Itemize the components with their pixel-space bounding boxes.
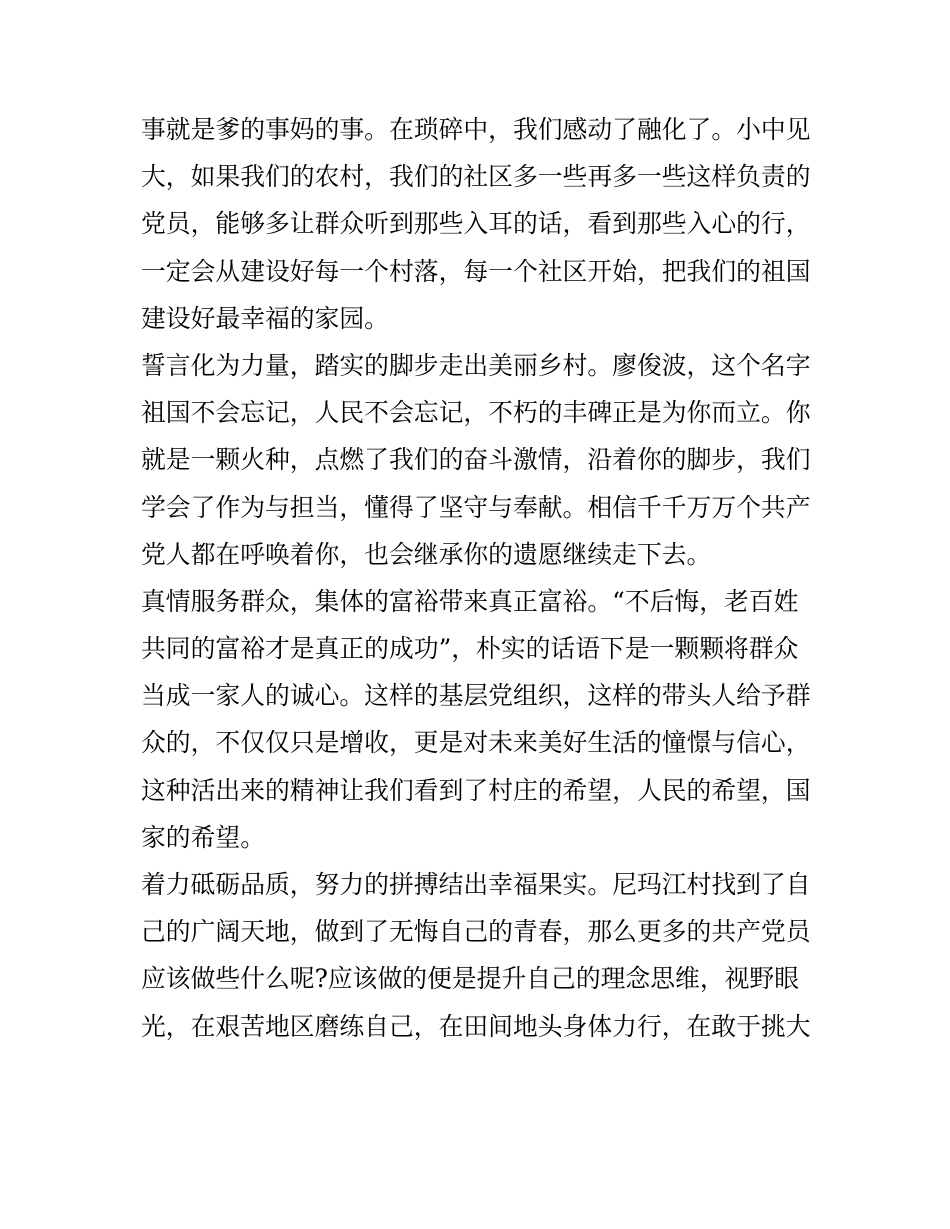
text-line: 应该做些什么呢?应该做的便是提升自己的理念思维，视野眼 — [141, 964, 800, 994]
text-line: 当成一家人的诚心。这样的基层党组织，这样的带头人给予群 — [141, 681, 811, 711]
text-line: 己的广阔天地，做到了无悔自己的青春，那么更多的共产党员 — [141, 917, 811, 947]
text-line: 祖国不会忘记，人民不会忘记，不朽的丰碑正是为你而立。你 — [141, 398, 811, 428]
text-line: 建设好最幸福的家园。 — [141, 303, 389, 333]
text-line: 真情服务群众，集体的富裕带来真正富裕。“不后悔，老百姓 — [141, 586, 799, 616]
text-line: 誓言化为力量，踏实的脚步走出美丽乡村。廖俊波，这个名字 — [141, 350, 811, 380]
text-line: 一定会从建设好每一个村落，每一个社区开始，把我们的祖国 — [141, 256, 811, 286]
text-line: 就是一颗火种，点燃了我们的奋斗激情，沿着你的脚步，我们 — [141, 445, 811, 475]
text-line: 事就是爹的事妈的事。在琐碎中，我们感动了融化了。小中见 — [141, 115, 811, 144]
text-line: 这种活出来的精神让我们看到了村庄的希望，人民的希望，国 — [141, 775, 811, 805]
text-line: 家的希望。 — [141, 822, 265, 852]
document-body — [141, 106, 813, 1050]
text-line: 着力砥砺品质，努力的拼搏结出幸福果实。尼玛江村找到了自 — [141, 870, 811, 899]
text-line: 大，如果我们的农村，我们的社区多一些再多一些这样负责的 — [141, 162, 811, 192]
text-line: 党员，能够多让群众听到那些入耳的话，看到那些入心的行， — [141, 209, 811, 239]
text-line: 光，在艰苦地区磨练自己，在田间地头身体力行，在敢于挑大 — [141, 1011, 811, 1041]
text-line: 学会了作为与担当，懂得了坚守与奉献。相信千千万万个共产 — [141, 492, 811, 522]
text-line: 党人都在呼唤着你，也会继承你的遗愿继续走下去。 — [141, 539, 712, 569]
text-line: 众的，不仅仅只是增收，更是对未来美好生活的憧憬与信心， — [141, 728, 811, 758]
text-line: 共同的富裕才是真正的成功”，朴实的话语下是一颗颗将群众 — [141, 634, 799, 664]
